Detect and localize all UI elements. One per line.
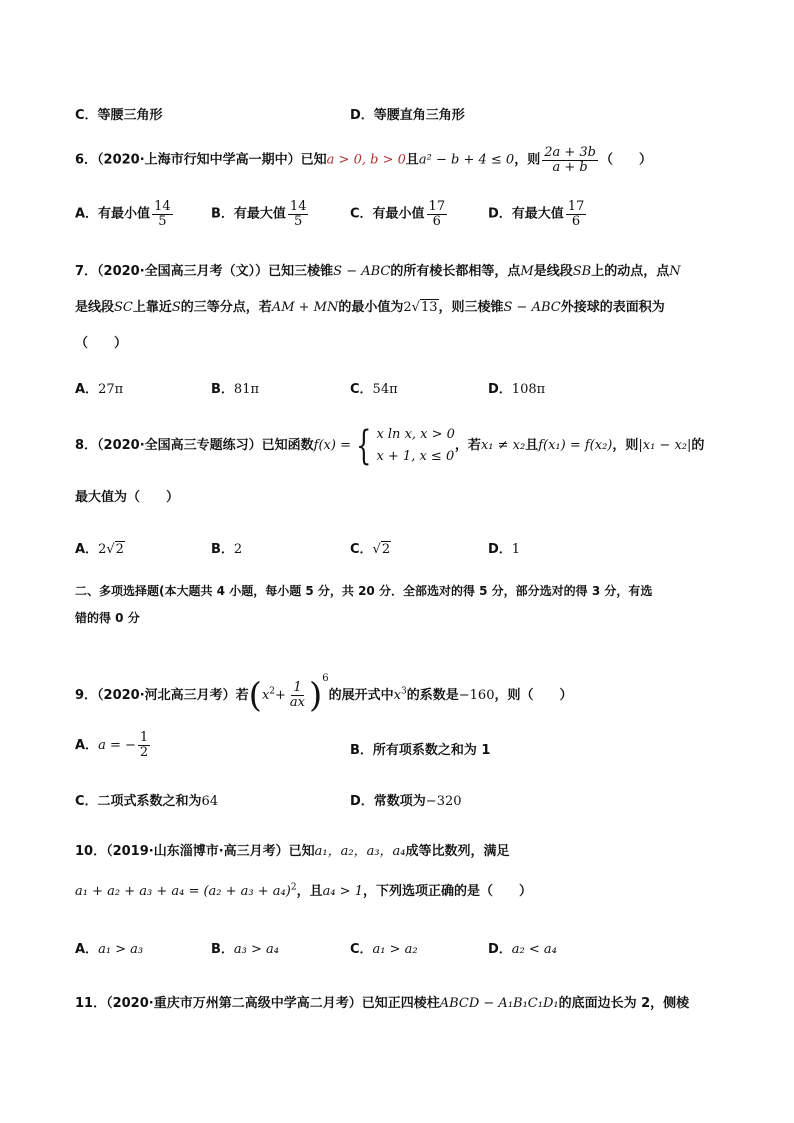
- q8-option-a: A．2√2: [75, 542, 124, 557]
- q8-option-d-value: 1: [511, 542, 521, 557]
- question-6: [75, 146, 652, 175]
- q10-option-d-value: a₂ < a₄: [511, 942, 557, 957]
- q10-option-c-label: C．: [350, 942, 373, 957]
- q7-var-s: S: [171, 300, 181, 315]
- q9-xterm: x: [393, 688, 402, 703]
- q10-mid-2: ，且: [296, 884, 323, 899]
- q9-left-paren: (: [248, 675, 262, 716]
- q8-option-c: C．√2: [350, 542, 391, 557]
- q7-option-c-value: 54π: [372, 382, 398, 397]
- q6-prefix: 6．（2020·上海市行知中学高一期中）已知: [75, 152, 327, 168]
- q7-var-m: M: [520, 264, 534, 279]
- q10-equation: a₁ + a₂ + a₃ + a₄ = (a₂ + a₃ + a₄): [75, 884, 291, 899]
- q9-xterm-exponent: 3: [401, 686, 407, 697]
- q10-end: ，下列选项正确的是（ ）: [362, 884, 532, 899]
- q9-option-d-label: D．常数项为: [350, 794, 426, 809]
- q7-var-sc: SC: [114, 300, 133, 315]
- q8-option-c-radicand: 2: [381, 542, 391, 557]
- q8-line-2: 最大值为（ ）: [75, 490, 180, 505]
- q7-text-g: 的三等分点，若: [180, 300, 272, 315]
- q6-option-d-numerator: 17: [567, 199, 585, 214]
- q10-option-b: [211, 938, 279, 957]
- q8-option-d-label: D．: [488, 542, 512, 557]
- q7-var-sabc-2: S − ABC: [503, 300, 561, 315]
- q9-end: ，则（ ）: [494, 688, 573, 703]
- q6-fraction-numerator: 2a + 3b: [544, 145, 596, 160]
- q9-base-exponent: 2: [269, 686, 276, 697]
- q7-blank: （ ）: [75, 336, 128, 351]
- q7-option-b-label: B．: [211, 382, 234, 397]
- q9-option-d: [350, 790, 462, 809]
- section-2-heading-line-2: 错的得 0 分: [75, 611, 140, 625]
- q8-function-name: f(x) =: [313, 438, 351, 453]
- q7-text-f: 上靠近: [132, 300, 172, 315]
- q6-option-c-label: C．有最小值: [350, 206, 425, 222]
- question-8-line-1: [75, 422, 704, 470]
- q6-option-b: [211, 200, 310, 228]
- q8-mid-2: 且: [525, 438, 539, 453]
- q6-option-d-label: D．有最大值: [488, 206, 564, 222]
- q8-brace: {: [356, 422, 372, 469]
- q9-option-c-value: 64: [201, 794, 219, 809]
- q6-option-a: [75, 200, 175, 228]
- q9-option-a-label: A．: [75, 738, 99, 753]
- q6-inequality: a² − b + 4 ≤ 0: [418, 152, 515, 168]
- q7-text-c: 是线段: [533, 264, 573, 279]
- q7-text-h: 的最小值为: [338, 300, 404, 315]
- q7-option-d: [488, 378, 545, 397]
- q8-option-d: [488, 538, 520, 557]
- q9-right-paren: ): [309, 675, 323, 716]
- q6-option-b-numerator: 14: [289, 199, 307, 214]
- q9-mid: 的展开式中: [328, 688, 394, 703]
- q6-option-c: [350, 200, 449, 228]
- q6-fraction-denominator: a + b: [552, 159, 588, 175]
- q7-min-radicand: 13: [420, 300, 438, 315]
- q8-option-a-label: A．: [75, 542, 99, 557]
- q9-option-a-var: a = −: [98, 738, 136, 753]
- q7-min-coef: 2: [403, 300, 412, 315]
- q7-option-b-value: 81π: [233, 382, 260, 397]
- question-9: [75, 656, 573, 719]
- q6-option-b-fraction: [288, 200, 309, 228]
- q9-option-a-fraction: [138, 731, 150, 759]
- q10-equation-exponent: 2: [290, 882, 297, 893]
- q7-option-d-label: D．: [488, 382, 512, 397]
- q10-option-c-value: a₁ > a₂: [372, 942, 418, 957]
- q7-text-j: 外接球的表面积为: [560, 300, 665, 315]
- q9-option-a-numerator: 1: [139, 730, 149, 746]
- q7-var-n: N: [669, 264, 681, 279]
- q6-fraction: [542, 146, 598, 174]
- q6-option-a-numerator: 14: [154, 199, 171, 214]
- q9-option-b: B．所有项系数之和为 1: [350, 743, 491, 758]
- q9-option-a-denominator: 2: [139, 745, 149, 760]
- q8-end: 的: [691, 438, 705, 453]
- q7-option-c: [350, 378, 398, 397]
- question-10-line-1: [75, 840, 510, 859]
- q9-fraction-numerator: 1: [293, 680, 302, 696]
- q7-text-b: 的所有棱长都相等，点: [390, 264, 521, 279]
- q8-option-a-radicand: 2: [115, 542, 124, 557]
- q10-option-a: [75, 938, 143, 957]
- q7-option-a-value: 27π: [98, 382, 124, 397]
- q7-var-sb: SB: [572, 264, 592, 279]
- q6-option-d: [488, 200, 588, 228]
- q10-sequence: a₁，a₂，a₃，a₄: [314, 844, 406, 859]
- q8-option-b-value: 2: [233, 542, 243, 557]
- q6-option-d-fraction: [566, 200, 587, 228]
- q7-text-a: 7．（2020·全国高三月考（文））已知三棱锥: [75, 264, 334, 279]
- q6-condition: a > 0, b > 0: [326, 152, 406, 168]
- q6-option-d-denominator: 6: [571, 213, 581, 229]
- q9-fraction: [288, 681, 307, 709]
- q6-option-c-fraction: [427, 200, 448, 228]
- q9-coefficient: −160: [458, 688, 495, 703]
- q9-base: x: [261, 688, 270, 703]
- q5-option-d: D．等腰直角三角形: [350, 108, 465, 123]
- q9-fraction-denominator: ax: [289, 695, 306, 710]
- q7-option-a: [75, 378, 123, 397]
- q6-option-a-fraction: [152, 200, 173, 228]
- section-2-heading-line-1: 二、多项选择题(本大题共 4 小题，每小题 5 分，共 20 分．全部选对的得 5 分，部分选对的得 3 分，有选: [75, 584, 653, 598]
- q11-prism: ABCD − A₁B₁C₁D₁: [439, 996, 559, 1011]
- q9-option-d-value: −320: [425, 794, 462, 809]
- q8-mid-3: ，则: [612, 438, 639, 453]
- q8-cond-2: f(x₁) = f(x₂): [538, 438, 613, 453]
- q10-option-c: [350, 938, 418, 957]
- question-10-line-2: [75, 880, 532, 899]
- q7-option-b: [211, 378, 259, 397]
- q11-end: 的底面边长为 2，侧棱: [558, 996, 690, 1011]
- q10-option-a-label: A．: [75, 942, 99, 957]
- q9-mid-2: 的系数是: [406, 688, 459, 703]
- q8-case-1: x ln x, x > 0: [376, 426, 455, 442]
- q7-var-am-mn: AM + MN: [271, 300, 339, 315]
- q10-mid: 成等比数列，满足: [405, 844, 510, 859]
- q6-option-a-denominator: 5: [158, 213, 167, 229]
- question-7-line-2: 是线段SC上靠近S的三等分点，若AM + MN的最小值为2√13，则三棱锥S − ABC外接球的表面积为: [75, 300, 665, 315]
- q6-then: ，则: [514, 152, 541, 168]
- question-11: [75, 992, 689, 1011]
- q7-text-d: 上的动点，点: [591, 264, 670, 279]
- q8-mid-1: ，若: [454, 438, 481, 453]
- q7-var-sabc: S − ABC: [333, 264, 391, 279]
- q6-option-c-numerator: 17: [428, 199, 446, 214]
- q9-option-c: [75, 790, 218, 809]
- q7-option-c-label: C．: [350, 382, 373, 397]
- q8-cases: [376, 424, 454, 468]
- q11-prefix: 11．（2020·重庆市万州第二高级中学高二月考）已知正四棱柱: [75, 996, 440, 1011]
- q6-blank: （ ）: [600, 152, 653, 168]
- q8-case-2: x + 1, x ≤ 0: [376, 448, 455, 464]
- q10-option-a-value: a₁ > a₃: [98, 942, 144, 957]
- q10-option-d-label: D．: [488, 942, 512, 957]
- q10-option-b-label: B．: [211, 942, 234, 957]
- q5-option-c: C．等腰三角形: [75, 108, 163, 123]
- q10-option-b-value: a₃ > a₄: [233, 942, 280, 957]
- q6-option-b-denominator: 5: [294, 213, 303, 229]
- q10-prefix: 10．（2019·山东淄博市·高三月考）已知: [75, 844, 315, 859]
- q10-condition: a₄ > 1: [322, 884, 363, 899]
- q8-cond-1: x₁ ≠ x₂: [480, 438, 526, 453]
- question-7-line-1: [75, 260, 681, 279]
- q6-option-b-label: B．有最大值: [211, 206, 286, 222]
- q9-option-a: [75, 728, 152, 764]
- q9-prefix: 9．（2020·河北高三月考）若: [75, 688, 249, 703]
- q9-plus: +: [275, 688, 286, 703]
- q8-cond-3: |x₁ − x₂|: [638, 438, 692, 453]
- q6-option-a-label: A．有最小值: [75, 206, 151, 222]
- q9-option-c-label: C．二项式系数之和为: [75, 794, 202, 809]
- q9-outer-exponent: 6: [322, 673, 329, 684]
- q8-prefix: 8．（2020·全国高三专题练习）已知函数: [75, 438, 314, 453]
- q8-option-c-label: C．: [350, 542, 373, 557]
- q7-option-a-label: A．: [75, 382, 99, 397]
- q8-option-a-coef: 2: [98, 542, 107, 557]
- q6-option-c-denominator: 6: [432, 213, 441, 229]
- q8-option-b: [211, 538, 242, 557]
- q8-option-b-label: B．: [211, 542, 234, 557]
- q7-text-i: ，则三棱锥: [438, 300, 504, 315]
- q7-option-d-value: 108π: [511, 382, 546, 397]
- q6-mid: 且: [405, 152, 419, 168]
- q10-option-d: [488, 938, 557, 957]
- q7-text-e: 是线段: [75, 300, 115, 315]
